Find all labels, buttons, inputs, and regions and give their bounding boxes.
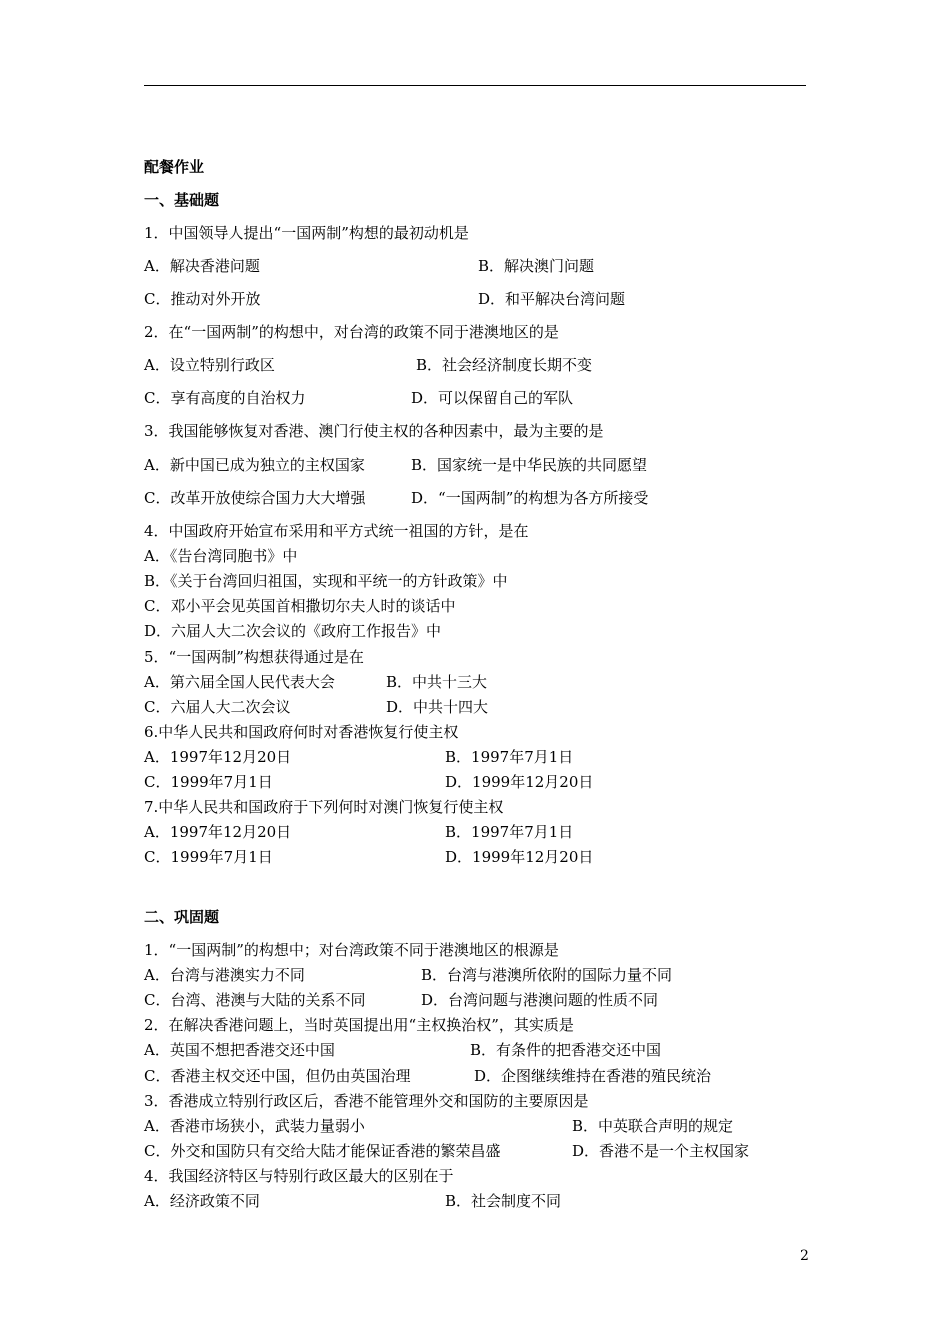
s1-q2-option-c: C．享有高度的自治权力 — [144, 389, 306, 407]
s2-q4-option-b: B．社会制度不同 — [445, 1192, 562, 1210]
s1-q3-option-a: A．新中国已成为独立的主权国家 — [144, 456, 365, 474]
s1-q1-option-a: A．解决香港问题 — [144, 257, 260, 275]
s1-q6-option-b: B．1997年7月1日 — [445, 748, 574, 766]
s1-q6-option-d: D．1999年12月20日 — [445, 773, 594, 791]
s1-q4-option-b: B．《关于台湾回归祖国，实现和平统一的方针政策》中 — [144, 572, 508, 590]
s1-q2-option-d: D．可以保留自己的军队 — [411, 389, 574, 407]
s1-q3-option-b: B．国家统一是中华民族的共同愿望 — [411, 456, 648, 474]
s2-q4-stem: 4．我国经济特区与特别行政区最大的区别在于 — [144, 1167, 454, 1185]
s2-q2-option-a: A．英国不想把香港交还中国 — [144, 1041, 335, 1059]
s2-q1-option-b: B．台湾与港澳所依附的国际力量不同 — [421, 966, 673, 984]
s1-q3-stem: 3．我国能够恢复对香港、澳门行使主权的各种因素中，最为主要的是 — [144, 422, 604, 440]
s1-q5-stem: 5．“一国两制”构想获得通过是在 — [144, 648, 364, 666]
s2-q3-option-d: D．香港不是一个主权国家 — [572, 1142, 750, 1160]
s2-q1-option-d: D．台湾问题与港澳问题的性质不同 — [421, 991, 659, 1009]
s1-q4-stem: 4．中国政府开始宣布采用和平方式统一祖国的方针，是在 — [144, 522, 529, 540]
header-rule — [144, 85, 806, 86]
s1-q3-option-c: C．改革开放使综合国力大大增强 — [144, 489, 366, 507]
section1-title: 一、基础题 — [144, 191, 220, 209]
section2-title: 二、巩固题 — [144, 908, 220, 926]
s2-q1-stem: 1．“一国两制”的构想中；对台湾政策不同于港澳地区的根源是 — [144, 941, 559, 959]
s1-q4-option-c: C．邓小平会见英国首相撒切尔夫人时的谈话中 — [144, 597, 456, 615]
s2-q2-option-b: B．有条件的把香港交还中国 — [470, 1041, 662, 1059]
s2-q3-option-a: A．香港市场狭小，武装力量弱小 — [144, 1117, 365, 1135]
s1-q1-option-c: C．推动对外开放 — [144, 290, 261, 308]
s2-q2-stem: 2．在解决香港问题上，当时英国提出用“主权换治权”，其实质是 — [144, 1016, 574, 1034]
s2-q3-option-c: C．外交和国防只有交给大陆才能保证香港的繁荣昌盛 — [144, 1142, 501, 1160]
s1-q6-option-c: C．1999年7月1日 — [144, 773, 273, 791]
s1-q7-stem: 7.中华人民共和国政府于下列何时对澳门恢复行使主权 — [144, 798, 504, 816]
s1-q5-option-b: B．中共十三大 — [386, 673, 488, 691]
s2-q3-option-b: B．中英联合声明的规定 — [572, 1117, 734, 1135]
s1-q2-stem: 2．在“一国两制”的构想中，对台湾的政策不同于港澳地区的是 — [144, 323, 559, 341]
s1-q1-stem: 1．中国领导人提出“一国两制”构想的最初动机是 — [144, 224, 469, 242]
s1-q2-option-b: B．社会经济制度长期不变 — [416, 356, 593, 374]
s1-q1-option-d: D．和平解决台湾问题 — [478, 290, 626, 308]
s1-q6-stem: 6.中华人民共和国政府何时对香港恢复行使主权 — [144, 723, 459, 741]
s1-q7-option-b: B．1997年7月1日 — [445, 823, 574, 841]
s1-q2-option-a: A．设立特别行政区 — [144, 356, 275, 374]
s1-q4-option-a: A．《告台湾同胞书》中 — [144, 547, 298, 565]
s1-q7-option-c: C．1999年7月1日 — [144, 848, 273, 866]
s2-q1-option-c: C．台湾、港澳与大陆的关系不同 — [144, 991, 366, 1009]
s2-q2-option-d: D．企图继续维持在香港的殖民统治 — [474, 1067, 712, 1085]
s1-q5-option-a: A．第六届全国人民代表大会 — [144, 673, 335, 691]
s2-q4-option-a: A．经济政策不同 — [144, 1192, 260, 1210]
page-heading: 配餐作业 — [144, 158, 205, 176]
s1-q6-option-a: A．1997年12月20日 — [144, 748, 292, 766]
s2-q2-option-c: C．香港主权交还中国，但仍由英国治理 — [144, 1067, 411, 1085]
s1-q1-option-b: B．解决澳门问题 — [478, 257, 595, 275]
s1-q5-option-c: C．六届人大二次会议 — [144, 698, 291, 716]
s2-q1-option-a: A．台湾与港澳实力不同 — [144, 966, 305, 984]
s1-q3-option-d: D．“一国两制”的构想为各方所接受 — [411, 489, 649, 507]
s1-q4-option-d: D．六届人大二次会议的《政府工作报告》中 — [144, 622, 442, 640]
s2-q3-stem: 3．香港成立特别行政区后，香港不能管理外交和国防的主要原因是 — [144, 1092, 589, 1110]
s1-q5-option-d: D．中共十四大 — [386, 698, 489, 716]
page-number: 2 — [800, 1248, 809, 1264]
s1-q7-option-a: A．1997年12月20日 — [144, 823, 292, 841]
s1-q7-option-d: D．1999年12月20日 — [445, 848, 594, 866]
